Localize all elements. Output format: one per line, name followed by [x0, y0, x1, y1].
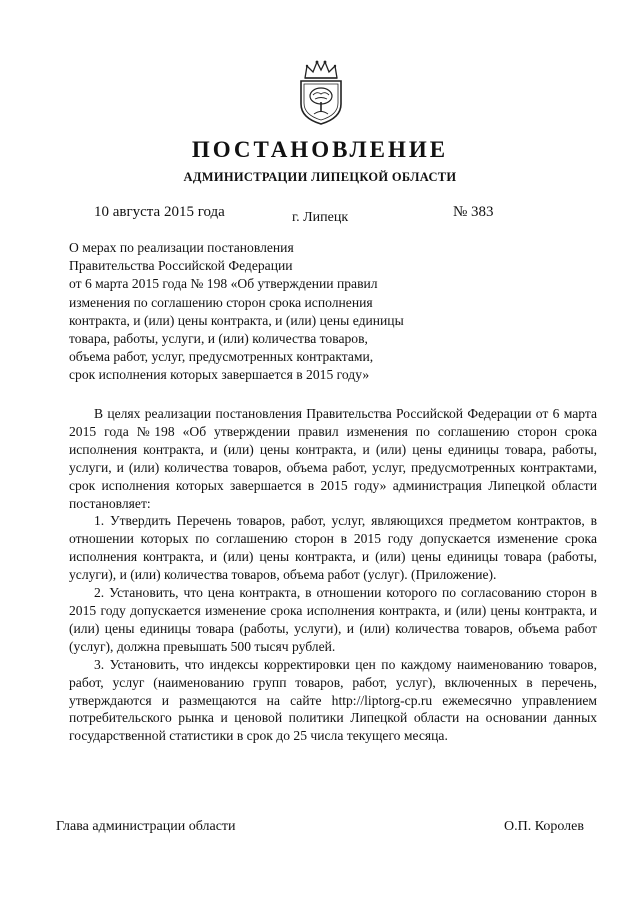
subject-line: О мерах по реализации постановления [69, 240, 294, 255]
body-item-2: 2. Установить, что цена контракта, в отношении которого по согласованию сторон в 2015 году допускается изменение срока исполнения контракта, и (или) цены контракта, и (или) цены единицы товара (работы, услуги), и (или) количества товаров, объема работ (услуг), должна превышать 500 тысяч рублей. [69, 585, 597, 654]
subject-line: объема работ, услуг, предусмотренных контрактами, [69, 349, 374, 365]
document-date: 10 августа 2015 года [94, 204, 225, 220]
subject-line: изменения по соглашению сторон срока исполнения [69, 294, 373, 310]
subject-line: Правительства Российской Федерации [69, 258, 293, 274]
document-title: ПОСТАНОВЛЕНИЕ [191, 137, 449, 162]
document-body [69, 405, 597, 745]
signature-position: Глава администрации области [56, 819, 236, 834]
document-city: г. Липецк [292, 210, 349, 225]
body-item-1: 1. Утвердить Перечень товаров, работ, услуг, являющихся предметом контрактов, в отношении которых по соглашению сторон в 2015 году допускается изменение срока исполнения контракта, и (или) цены контракта, и (или) цены единицы товара (работы, услуги), и (или) количества товаров, объема работ (услуг). (Приложение). [69, 513, 597, 583]
coat-of-arms-icon [293, 58, 349, 126]
document-number: № 383 [453, 204, 494, 220]
signature-name: О.П. Королев [504, 819, 584, 834]
body-item-3: 3. Установить, что индексы корректировки цен по каждому наименованию товаров, работ, услуг (наименованию групп товаров, работ, услуг), включенных в перечень, утверждаются и размещаются на сайте http://liptorg-cp.ru ежемесячно управлением потребительского рынка и ценовой политики Липецкой области на основании данных государственной статистики в срок до 25 числа текущего месяца. [69, 656, 597, 744]
body-intro-paragraph: В целях реализации постановления Правительства Российской Федерации от 6 марта 2015 года №198 «Об утверждении правил изменения по соглашению сторон срока исполнения контракта, и (или) цены контракта, и (или) цены единицы товара, работы, услуги, и (или) количества товаров, объема работ, услуг, предусмотренных контрактами, срок исполнения которых завершается в 2015 году» администрация Липецкой области постановляет: [69, 406, 597, 511]
document-subtitle: АДМИНИСТРАЦИИ ЛИПЕЦКОЙ ОБЛАСТИ [183, 170, 457, 184]
subject-line: контракта, и (или) цены контракта, и (или) цены единицы [69, 312, 404, 328]
subject-line: от 6 марта 2015 года № 198 «Об утверждении правил [69, 276, 378, 292]
subject-line: срок исполнения которых завершается в 2015 году» [69, 367, 370, 383]
document-subject [69, 239, 449, 385]
subject-line: товара, работы, услуги, и (или) количества товаров, [69, 331, 368, 347]
